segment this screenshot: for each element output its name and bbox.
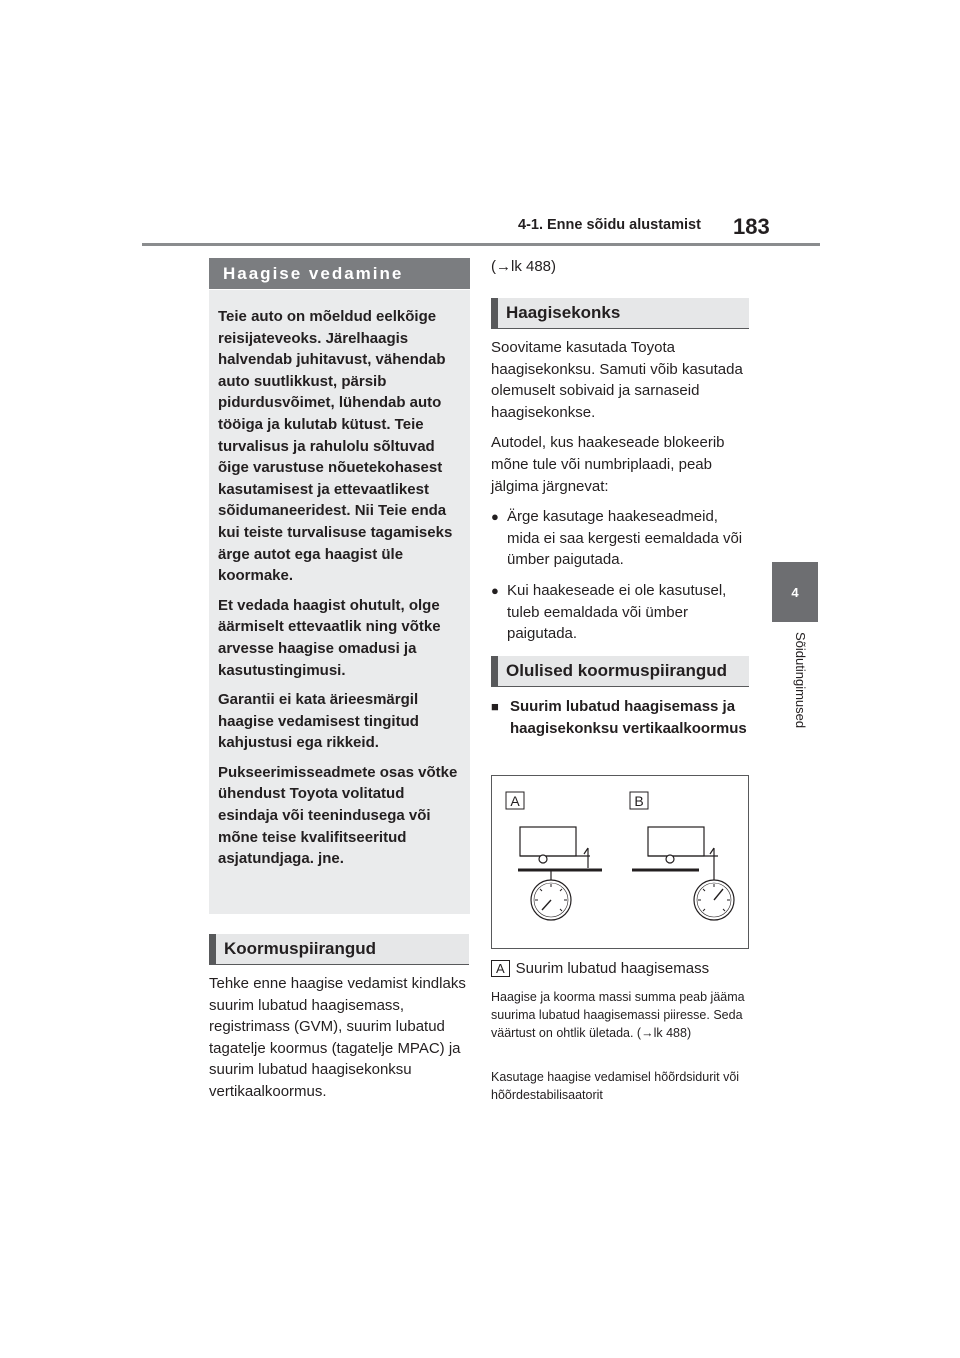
header-rule — [142, 243, 820, 246]
scene-b-hitch-on-scale — [632, 827, 734, 920]
figure-label-a: A — [510, 793, 520, 809]
page-number: 183 — [733, 214, 770, 239]
small-paragraph-1: Haagise ja koorma massi summa peab jääma suurima lubatud haagisemassi piiresse. Seda väärtust on ohtlik ületada. (→lk 488) — [491, 990, 745, 1040]
caption-text: Suurim lubatud haagisemass — [515, 960, 710, 977]
hitch-heading: Haagisekonks — [491, 298, 749, 329]
subheading-text: Suurim lubatud haagisemass ja haagisekonksu vertikaalkoormus — [510, 698, 747, 737]
small-paragraph-2: Kasutage haagise vedamisel hõõrdsidurit või hõõrdestabilisaatorit — [491, 1070, 740, 1102]
bullet-icon: ● — [491, 582, 499, 598]
trailer-wheel-icon — [666, 855, 674, 863]
figure-label-b: B — [634, 793, 644, 809]
load-limits-paragraph: Tehke enne haagise vedamist kindlaks suurim lubatud haagisemass, registrimass (GVM), suurim lubatud tagatelje koormus (tagatelje MPAC) ja suurim lubatud haagisekonksu vertikaalkoormus. — [209, 975, 466, 1100]
load-limits-text-block — [209, 973, 471, 1112]
list-item — [491, 506, 753, 571]
bullet-text-1: Ärge kasutage haakeseadmeid, mida ei saa kergesti eemaldada või ümber paigutada. — [507, 508, 743, 569]
important-limits-heading: Olulised koormuspiirangud — [491, 656, 749, 687]
trailer-wheel-icon — [539, 855, 547, 863]
caution-paragraph-2: Et vedada haagist ohutult, olge äärmiselt ettevaatlik ning võtke arvesse haagise omadusi ja kasutustingimusi. — [218, 596, 441, 679]
subheading — [491, 696, 753, 739]
caution-box — [209, 290, 470, 914]
square-bullet-icon: ■ — [491, 699, 499, 714]
header-section-title: 4-1. Enne sõidu alustamist — [518, 217, 701, 233]
caution-paragraph-1: Teie auto on mõeldud eelkõige reisijateveoks. Järelhaagis halvendab juhitavust, vähendab auto suutlikkust, pärsib pidurdusvõimet, lühendab auto tööiga ja kulutab kütust. Teie turvalisus ja rahulolu sõltuvad õige varustuse nõuetekohasest kasutamisest ja ettevaatlikest sõidumaneeridest. Nii Teie enda kui teiste turvalisuse tagamiseks ärge autot ega haagist üle koormake. — [218, 308, 453, 585]
trailer-body-icon — [648, 827, 704, 856]
chapter-tab: 4 — [772, 562, 818, 622]
list-item — [491, 580, 753, 645]
hitch-paragraph-2: Autodel, kus haakeseade blokeerib mõne tule või numbriplaadi, peab jälgima järgnevat: — [491, 434, 725, 495]
figure-caption — [491, 958, 753, 980]
caution-paragraph-3: Garantii ei kata ärieesmärgil haagise vedamisest tingitud kahjustusi ega rikkeid. — [218, 691, 419, 752]
towing-heading: Haagise vedamine — [209, 258, 470, 289]
trailer-diagram-svg — [492, 776, 748, 948]
caption-badge-a: A — [491, 960, 510, 977]
trailer-body-icon — [520, 827, 576, 856]
hitch-paragraph-1: Soovitame kasutada Toyota haagisekonksu. Samuti võib kasutada olemuselt sobivaid ja sarnaseid haagisekonkse. — [491, 339, 743, 421]
page-reference-block — [491, 256, 751, 287]
chapter-label: Sõidutingimused — [793, 632, 808, 729]
trailer-mass-figure — [491, 775, 749, 949]
bullet-icon: ● — [491, 509, 499, 525]
load-limits-heading: Koormuspiirangud — [209, 934, 469, 965]
page-reference[interactable]: (→lk 488) — [491, 258, 557, 275]
caution-paragraph-4: Pukseerimisseadmete osas võtke ühendust Toyota volitatud esindaja või teenindusega või mõne teise kvalifitseeritud asjatundjaga. jne. — [218, 763, 458, 868]
hitch-text-block — [491, 337, 753, 654]
subheading-block — [491, 696, 753, 739]
scene-a-trailer-on-scale — [518, 827, 602, 920]
bullet-text-2: Kui haakeseade ei ole kasutusel, tuleb eemaldada või ümber paigutada. — [507, 581, 727, 643]
